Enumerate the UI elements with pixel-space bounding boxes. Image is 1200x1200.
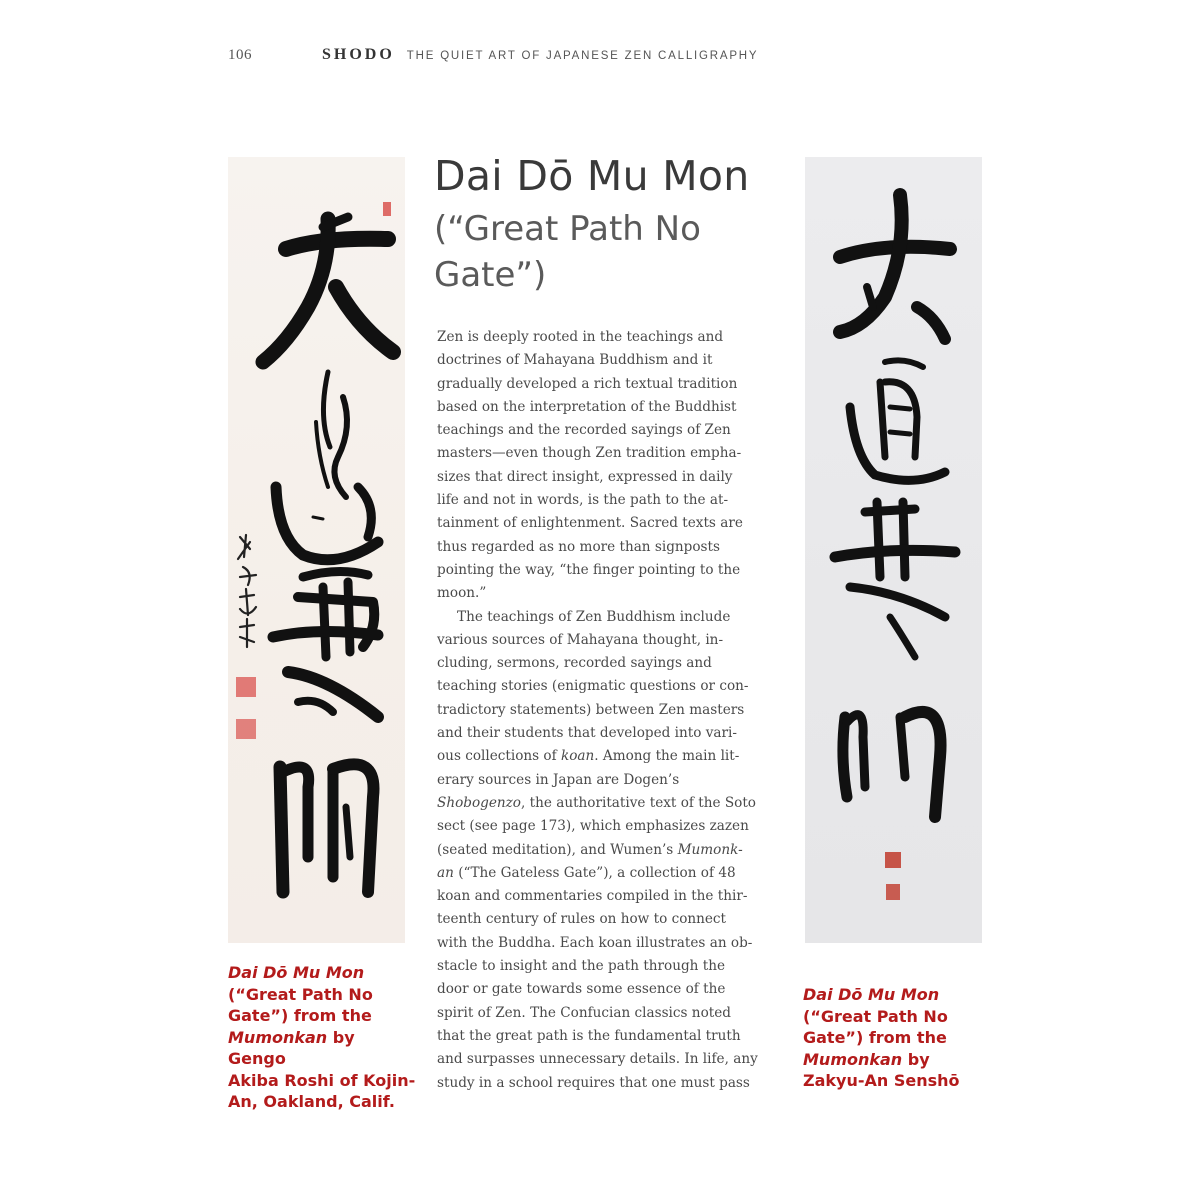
- caption-line: [803, 1049, 993, 1071]
- body-line: The teachings of Zen Buddhism include: [457, 608, 731, 625]
- body-line: door or gate towards some essence of the: [437, 981, 726, 998]
- body-line: teaching stories (enigmatic questions or con-: [437, 678, 749, 695]
- body-line: stacle to insight and the path through the: [437, 958, 726, 975]
- shobogenzo-title: Shobogenzo: [437, 794, 521, 811]
- body-line: doctrines of Mahayana Buddhism and it: [437, 352, 713, 369]
- body-text-run: (“The Gateless Gate”), a collection of 48: [453, 864, 736, 881]
- body-line: moon.”: [437, 585, 487, 602]
- left-image-caption: [228, 962, 418, 1113]
- body-text-run: . Among the main lit-: [594, 748, 740, 765]
- article-body: [437, 326, 775, 1095]
- body-line: thus regarded as no more than signposts: [437, 538, 720, 555]
- body-text-run: (seated meditation), and Wumen’s: [437, 841, 678, 858]
- caption-mumonkan: Mumonkan: [228, 1027, 328, 1047]
- caption-title: Dai Dō Mu Mon: [228, 963, 365, 982]
- body-line: based on the interpretation of the Buddhist: [437, 398, 737, 415]
- body-line: life and not in words, is the path to the at-: [437, 492, 729, 509]
- body-line: sect (see page 173), which emphasizes zazen: [437, 818, 749, 835]
- body-line: various sources of Mahayana thought, in-: [437, 631, 724, 648]
- right-calligraphy-artwork: [805, 157, 982, 943]
- body-line: and their students that developed into vari-: [437, 725, 737, 742]
- caption-text-run: by: [902, 1049, 930, 1069]
- caption-line: Zakyu-An Senshō: [803, 1071, 960, 1090]
- caption-text-run: by Gengo: [228, 1027, 355, 1068]
- body-line: [437, 745, 775, 768]
- body-line: [437, 792, 775, 815]
- koan-term: koan: [560, 748, 595, 765]
- body-line: cluding, sermons, recorded sayings and: [437, 655, 712, 672]
- body-line: Zen is deeply rooted in the teachings and: [437, 329, 724, 345]
- right-image-caption: [803, 984, 993, 1092]
- running-header: [228, 46, 988, 68]
- caption-line: Gate”) from the: [228, 1006, 372, 1025]
- body-line: erary sources in Japan are Dogen’s: [437, 771, 680, 788]
- left-calligraphy-artwork: [228, 157, 405, 943]
- right-calligraphy-scroll-image: [805, 157, 982, 943]
- paragraph-1: [437, 326, 775, 606]
- article-title: Dai Dō Mu Mon: [434, 152, 750, 200]
- mumonkan-title-part1: Mumonk-: [677, 841, 743, 858]
- caption-line: (“Great Path No: [803, 1006, 948, 1026]
- book-subtitle: THE QUIET ART OF JAPANESE ZEN CALLIGRAPHY: [406, 50, 759, 62]
- body-line: teenth century of rules on how to connect: [437, 911, 727, 928]
- caption-line: Akiba Roshi of Kojin-: [228, 1070, 416, 1090]
- left-calligraphy-scroll-image: [228, 157, 405, 943]
- caption-line: An, Oakland, Calif.: [228, 1092, 395, 1111]
- body-line: sizes that direct insight, expressed in daily: [437, 468, 733, 485]
- body-line: [437, 839, 775, 862]
- body-line: tainment of enlightenment. Sacred texts are: [437, 515, 743, 532]
- caption-line: (“Great Path No: [228, 984, 373, 1004]
- page-number: 106: [228, 47, 252, 63]
- body-line: and surpasses unnecessary details. In life, any: [437, 1051, 758, 1068]
- body-line: with the Buddha. Each koan illustrates an ob-: [437, 934, 753, 951]
- article-subtitle-line1: (“Great Path No: [434, 209, 701, 249]
- article-subtitle: [434, 206, 774, 298]
- body-line: gradually developed a rich textual tradition: [437, 375, 738, 392]
- paragraph-2: [437, 606, 775, 1095]
- body-line: study in a school requires that one must pass: [437, 1074, 750, 1091]
- body-line: tradictory statements) between Zen masters: [437, 701, 745, 718]
- body-line: that the great path is the fundamental truth: [437, 1027, 741, 1044]
- caption-title: Dai Dō Mu Mon: [803, 985, 940, 1004]
- body-text-run: , the authoritative text of the Soto: [521, 794, 756, 811]
- article-subtitle-line2: Gate”): [434, 255, 547, 295]
- caption-line: [228, 1027, 418, 1070]
- book-title: SHODO: [322, 46, 395, 63]
- body-line: pointing the way, “the finger pointing to the: [437, 561, 741, 578]
- body-text-run: ous collections of: [437, 748, 561, 765]
- caption-mumonkan: Mumonkan: [803, 1049, 903, 1069]
- body-line: masters—even though Zen tradition empha-: [437, 445, 742, 462]
- caption-line: Gate”) from the: [803, 1028, 947, 1047]
- body-line: [437, 862, 775, 885]
- body-line: teachings and the recorded sayings of Zen: [437, 422, 731, 439]
- mumonkan-title-part2: an: [437, 864, 454, 881]
- body-line: koan and commentaries compiled in the thir-: [437, 888, 748, 905]
- body-line: spirit of Zen. The Confucian classics noted: [437, 1004, 731, 1021]
